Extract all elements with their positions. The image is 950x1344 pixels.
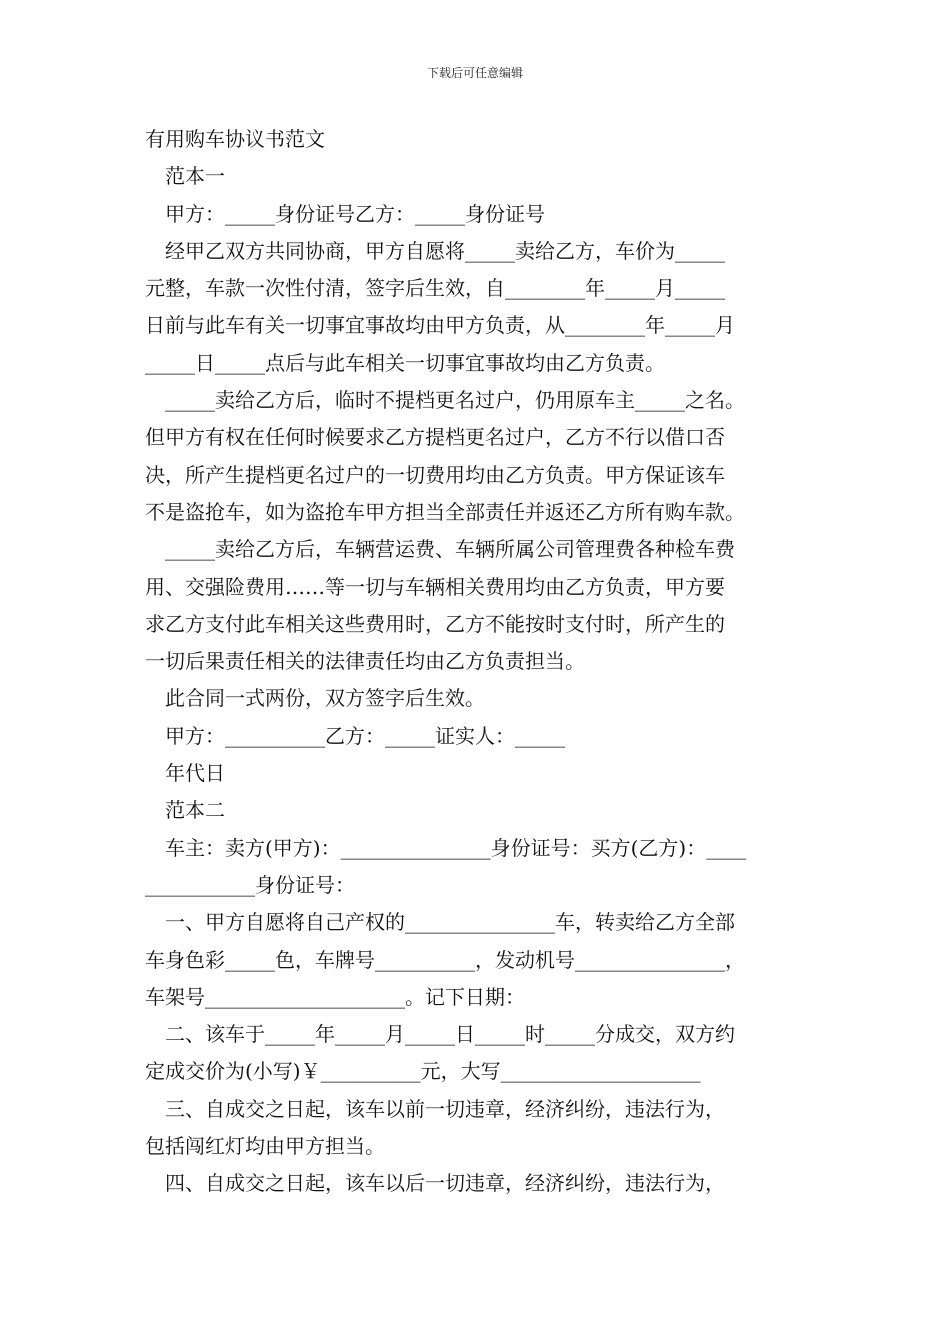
paragraph-line: 四、自成交之日起，该车以后一切违章，经济纠纷，违法行为， [145,1171,725,1196]
paragraph-line: 一、甲方自愿将自己产权的_______________车，转卖给乙方全部 [145,910,735,935]
paragraph-line: 此合同一式两份，双方签字后生效。 [145,686,485,711]
paragraph-line: ___________身份证号： [145,872,355,897]
paragraph-line: 日前与此车有关一切事宜事故均由甲方负责，从________年_____月 [145,313,735,338]
paragraph-line: 一切后果责任相关的法律责任均由乙方负责担当。 [145,649,585,674]
document-title: 有用购车协议书范文 [145,127,325,151]
paragraph-line: 元整，车款一次性付清，签字后生效，自________年_____月_____ [145,276,725,301]
paragraph-line: 用、交强险费用……等一切与车辆相关费用均由乙方负责，甲方要 [145,574,725,599]
paragraph-line: 二、该车于_____年_____月_____日_____时_____分成交，双方约 [145,1022,735,1047]
paragraph-line: 决，所产生提档更名过户的一切费用均由乙方负责。甲方保证该车 [145,462,725,487]
paragraph-line: 经甲乙双方共同协商，甲方自愿将_____卖给乙方，车价为_____ [145,238,725,263]
page-header: 下载后可任意编辑 [426,66,523,80]
paragraph-line: 年代日 [145,761,225,786]
paragraph-line: _____卖给乙方后，临时不提档更名过户，仍用原车主_____之名。 [145,388,745,413]
paragraph-line: 求乙方支付此车相关这些费用时，乙方不能按时支付时，所产生的 [145,611,725,636]
paragraph-line: 三、自成交之日起，该车以前一切违章，经济纠纷，违法行为， [145,1096,725,1121]
paragraph-line: 定成交价为(小写)￥__________元，大写____________________ [145,1059,701,1084]
paragraph-line: 车架号____________________。记下日期： [145,984,525,1009]
paragraph-line: 不是盗抢车，如为盗抢车甲方担当全部责任并返还乙方所有购车款。 [145,499,745,524]
document-body [145,121,815,1203]
paragraph-line: _____日_____点后与此车相关一切事宜事故均由乙方负责。 [145,350,665,375]
paragraph-line: 包括闯红灯均由甲方担当。 [145,1134,385,1159]
paragraph-line: 车主：卖方(甲方)：_______________身份证号：买方(乙方)：____ [145,835,747,860]
paragraph-line: 甲方：_____身份证号乙方：_____身份证号 [145,201,545,226]
paragraph-line: _____卖给乙方后，车辆营运费、车辆所属公司管理费各种检车费 [145,537,735,562]
paragraph-line: 车身色彩_____色，车牌号__________，发动机号_______________， [145,947,745,972]
paragraph-line: 范本二 [145,798,225,823]
paragraph-line: 但甲方有权在任何时候要求乙方提档更名过户，乙方不行以借口否 [145,425,725,450]
paragraph-line: 范本一 [145,164,225,189]
paragraph-line: 甲方：__________乙方：_____证实人：_____ [145,723,565,748]
